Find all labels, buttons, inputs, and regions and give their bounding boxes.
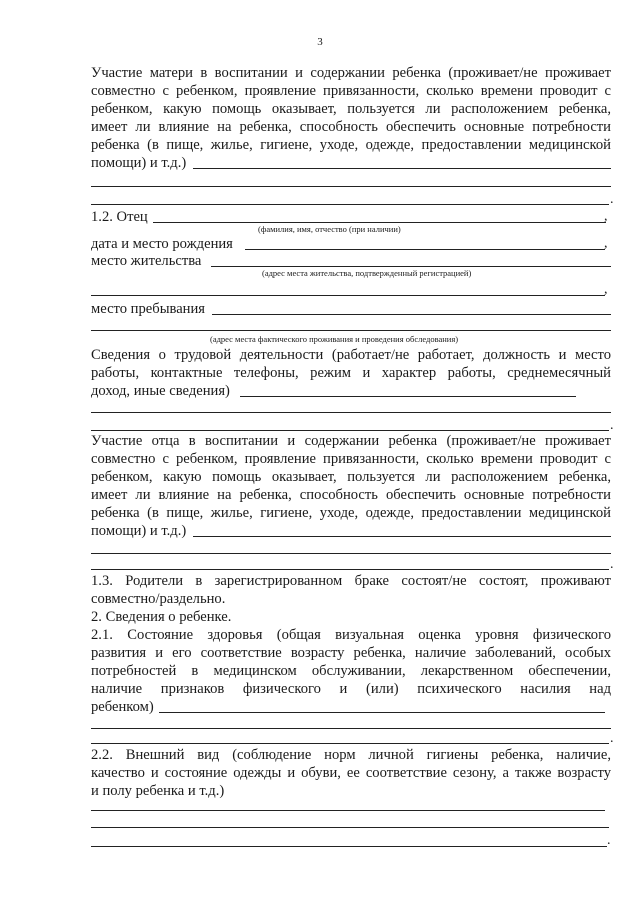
child-heading: 2. Сведения о ребенке.: [91, 609, 232, 625]
father-residence-field-2[interactable]: [91, 295, 605, 296]
father-participation-line-1: Участие отца в воспитании и содержании ребенка (проживает/не проживает: [91, 433, 611, 449]
child-appearance-field-2[interactable]: [91, 827, 609, 828]
field-end-comma: ,: [604, 282, 608, 297]
field-end-comma: ,: [604, 236, 608, 251]
page-number: 3: [317, 36, 323, 48]
field-end-period: .: [607, 833, 611, 848]
father-participation-line-5: ребенка (в пище, жилье, гигиене, уходе, одежде, предоставлении медицинской: [91, 505, 611, 521]
child-appearance-field-1[interactable]: [91, 810, 605, 811]
child-health-field-2[interactable]: [91, 728, 611, 729]
child-health-last-line: ребенком): [91, 699, 154, 715]
father-stay-field-2[interactable]: [91, 330, 611, 331]
child-health-line-1: 2.1. Состояние здоровья (общая визуальная оценка уровня физического: [91, 627, 611, 643]
mother-participation-last-line: помощи) и т.д.): [91, 155, 187, 171]
child-health-line-3: потребностей в медицинском обслуживании, лекарственном обеспечении,: [91, 663, 611, 679]
father-participation-line-3: ребенком, какую помощь оказывает, пользуется ли расположением ребенка,: [91, 469, 611, 485]
father-work-field-2[interactable]: [91, 412, 611, 413]
father-participation-last-line: помощи) и т.д.): [91, 523, 187, 539]
father-participation-line-2: совместно с ребенком, проявление привязанности, сколько времени проводит с: [91, 451, 611, 467]
mother-participation-line-1: Участие матери в воспитании и содержании ребенка (проживает/не проживает: [91, 65, 611, 81]
father-participation-field-2[interactable]: [91, 553, 611, 554]
mother-participation-field-1[interactable]: [193, 168, 611, 169]
child-appearance-field-3[interactable]: [91, 846, 607, 847]
field-end-period: .: [610, 731, 614, 746]
mother-participation-line-4: имеет ли влияние на ребенка, способность обеспечить основные потребности: [91, 119, 611, 135]
field-end-period: .: [610, 557, 614, 572]
child-health-line-4: наличие признаков физического и (или) психического насилия над: [91, 681, 611, 697]
father-work-field-1[interactable]: [240, 396, 576, 397]
mother-participation-field-2[interactable]: [91, 186, 611, 187]
marriage-line-1: 1.3. Родители в зарегистрированном браке состоят/не состоят, проживают: [91, 573, 611, 589]
child-health-field-1[interactable]: [159, 712, 605, 713]
father-participation-field-1[interactable]: [193, 536, 611, 537]
father-participation-field-3[interactable]: [91, 569, 609, 570]
child-health-field-3[interactable]: [91, 743, 609, 744]
father-residence-label: место жительства: [91, 253, 202, 269]
child-appearance-line-1: 2.2. Внешний вид (соблюдение норм личной гигиены ребенка, наличие,: [91, 747, 611, 763]
mother-participation-line-3: ребенком, какую помощь оказывает, пользуется ли расположением ребенка,: [91, 101, 611, 117]
field-end-period: .: [610, 418, 614, 433]
field-end-comma: ,: [604, 209, 608, 224]
field-end-period: .: [610, 192, 614, 207]
father-work-field-3[interactable]: [91, 430, 609, 431]
father-residence-field[interactable]: [211, 266, 611, 267]
marriage-line-2: совместно/раздельно.: [91, 591, 226, 607]
mother-participation-line-2: совместно с ребенком, проявление привязанности, сколько времени проводит с: [91, 83, 611, 99]
father-residence-caption: (адрес места жительства, подтвержденный регистрацией): [262, 268, 472, 278]
mother-participation-line-5: ребенка (в пище, жилье, гигиене, уходе, одежде, предоставлении медицинской: [91, 137, 611, 153]
father-work-line-2: работы, контактные телефоны, режим и характер работы, среднемесячный: [91, 365, 611, 381]
child-health-line-2: развития и его соответствие возрасту ребенка, наличие заболеваний, особых: [91, 645, 611, 661]
father-name-caption: (фамилия, имя, отчество (при наличии): [258, 224, 401, 234]
father-heading: 1.2. Отец: [91, 209, 148, 225]
father-stay-caption: (адрес места фактического проживания и проведения обследования): [210, 334, 459, 344]
father-participation-line-4: имеет ли влияние на ребенка, способность обеспечить основные потребности: [91, 487, 611, 503]
father-stay-label: место пребывания: [91, 301, 206, 317]
child-appearance-last-line: и полу ребенка и т.д.): [91, 783, 225, 799]
mother-participation-field-3[interactable]: [91, 204, 609, 205]
father-name-field[interactable]: [153, 222, 606, 223]
father-stay-field[interactable]: [212, 314, 611, 315]
father-birth-label: дата и место рождения: [91, 236, 233, 252]
father-birth-field[interactable]: [245, 249, 605, 250]
father-work-last-line: доход, иные сведения): [91, 383, 230, 399]
father-work-line-1: Сведения о трудовой деятельности (работает/не работает, должность и место: [91, 347, 611, 363]
child-appearance-line-2: качество и состояние одежды и обуви, ее соответствие сезону, а также возрасту: [91, 765, 611, 781]
